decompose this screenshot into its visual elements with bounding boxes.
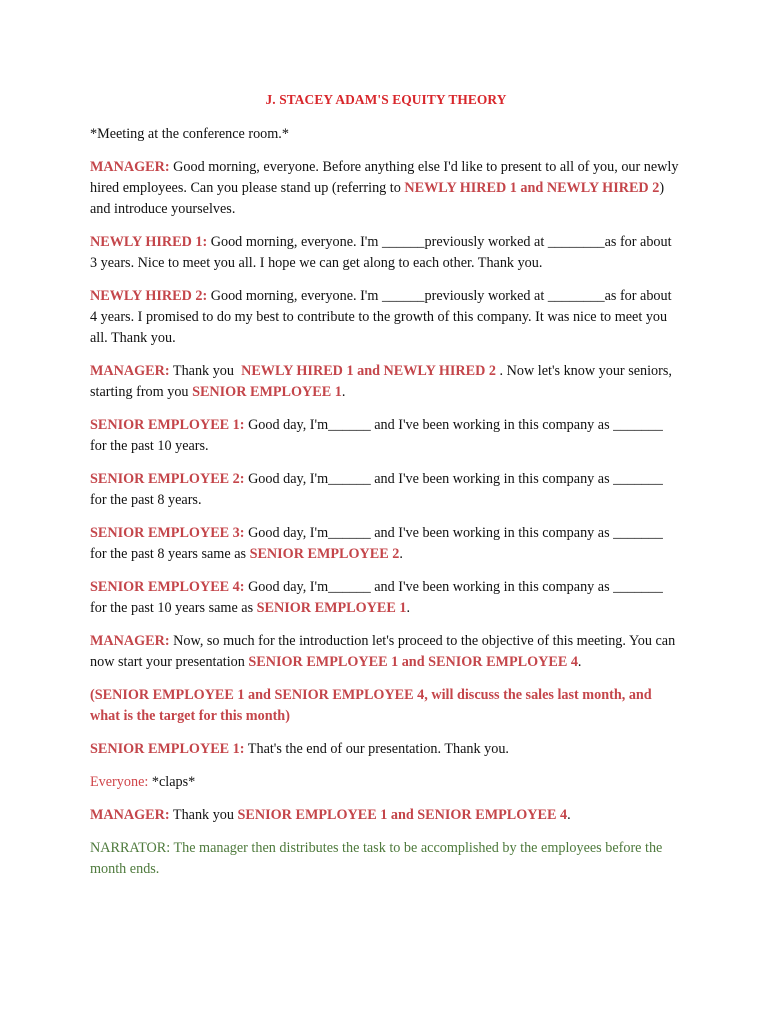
dialogue-text: Now, so much for the introduction let's proceed to the objective of this meeting. You can now start your presentation — [90, 633, 676, 670]
speaker-label: SENIOR EMPLOYEE 4: — [90, 579, 245, 595]
dialogue-text: That's the end of our presentation. Thank you. — [244, 741, 509, 757]
speaker-reference: NEWLY HIRED 1 and NEWLY HIRED 2 — [241, 363, 496, 379]
stage-direction: (SENIOR EMPLOYEE 1 and SENIOR EMPLOYEE 4, will discuss the sales last month, and what is the target for this month) — [90, 687, 652, 724]
speaker-reference: SENIOR EMPLOYEE 1 — [192, 384, 342, 400]
narrator-line: NARRATOR: The manager then distributes the task to be accomplished by the employees before the month ends. — [90, 840, 663, 877]
speaker-label: MANAGER: — [90, 633, 170, 649]
dialogue-manager-closing — [90, 805, 682, 826]
dialogue-text: Good day, I'm______ and I've been working in this company as _______ for the past 10 years same as — [90, 579, 663, 616]
speaker-label: SENIOR EMPLOYEE 1: — [90, 741, 245, 757]
speaker-label: SENIOR EMPLOYEE 3: — [90, 525, 245, 541]
dialogue-text: Good morning, everyone. Before anything else I'd like to present to all of you, our newly hired employees. Can you please stand up (referring to — [90, 159, 679, 196]
speaker-label: NEWLY HIRED 1: — [90, 234, 208, 250]
speaker-reference: SENIOR EMPLOYEE 2 — [249, 546, 400, 562]
speaker-label: MANAGER: — [90, 363, 170, 379]
dialogue-senior-employee-4 — [90, 577, 682, 619]
dialogue-text: . Now let's know your seniors, starting from you — [90, 363, 672, 400]
dialogue-text: Thank you — [169, 363, 242, 379]
document-title: J. STACEY ADAM'S EQUITY THEORY — [265, 92, 507, 107]
dialogue-text: . — [567, 807, 571, 823]
dialogue-senior-employee-3 — [90, 523, 682, 565]
dialogue-text: Thank you — [169, 807, 238, 823]
dialogue-text: ) and introduce yourselves. — [90, 180, 665, 217]
speaker-label: MANAGER: — [90, 807, 170, 823]
dialogue-text: Good day, I'm______ and I've been working in this company as _______ for the past 8 years same as — [90, 525, 663, 562]
dialogue-text: Good morning, everyone. I'm ______previously worked at ________as for about 4 years. I promised to do my best to contribute to the growth of this company. It was nice to meet you all. Thank you. — [90, 288, 672, 346]
dialogue-newly-hired-1 — [90, 232, 682, 274]
dialogue-newly-hired-2 — [90, 286, 682, 349]
stage-note: *Meeting at the conference room.* — [90, 126, 289, 142]
speaker-label: Everyone: — [90, 774, 149, 790]
dialogue-text: . — [341, 384, 346, 400]
dialogue-manager-intro — [90, 157, 682, 220]
document-body — [90, 92, 682, 892]
speaker-reference: SENIOR EMPLOYEE 1 and SENIOR EMPLOYEE 4 — [248, 654, 578, 670]
dialogue-manager-thanks — [90, 361, 682, 403]
speaker-label: MANAGER: — [90, 159, 170, 175]
dialogue-text: Good day, I'm______ and I've been working in this company as _______ for the past 10 years. — [90, 417, 663, 454]
dialogue-senior-employee-1 — [90, 415, 682, 457]
dialogue-senior-employee-1-end — [90, 739, 682, 760]
speaker-reference: SENIOR EMPLOYEE 1 and SENIOR EMPLOYEE 4 — [237, 807, 568, 823]
dialogue-text: . — [577, 654, 582, 670]
speaker-label: SENIOR EMPLOYEE 2: — [90, 471, 245, 487]
speaker-reference: NEWLY HIRED 1 and NEWLY HIRED 2 — [404, 180, 660, 196]
dialogue-text: . — [399, 546, 403, 562]
speaker-label: NEWLY HIRED 2: — [90, 288, 208, 304]
dialogue-text: Good morning, everyone. I'm ______previously worked at ________as for about 3 years. Nice to meet you all. I hope we can get along to each other. Thank you. — [90, 234, 672, 271]
speaker-reference: SENIOR EMPLOYEE 1 — [256, 600, 407, 616]
dialogue-everyone — [90, 772, 682, 793]
speaker-label: SENIOR EMPLOYEE 1: — [90, 417, 245, 433]
dialogue-text: Good day, I'm______ and I've been working in this company as _______ for the past 8 years. — [90, 471, 663, 508]
dialogue-text: . — [406, 600, 410, 616]
dialogue-manager-objective — [90, 631, 682, 673]
dialogue-senior-employee-2 — [90, 469, 682, 511]
dialogue-text: *claps* — [148, 774, 196, 790]
